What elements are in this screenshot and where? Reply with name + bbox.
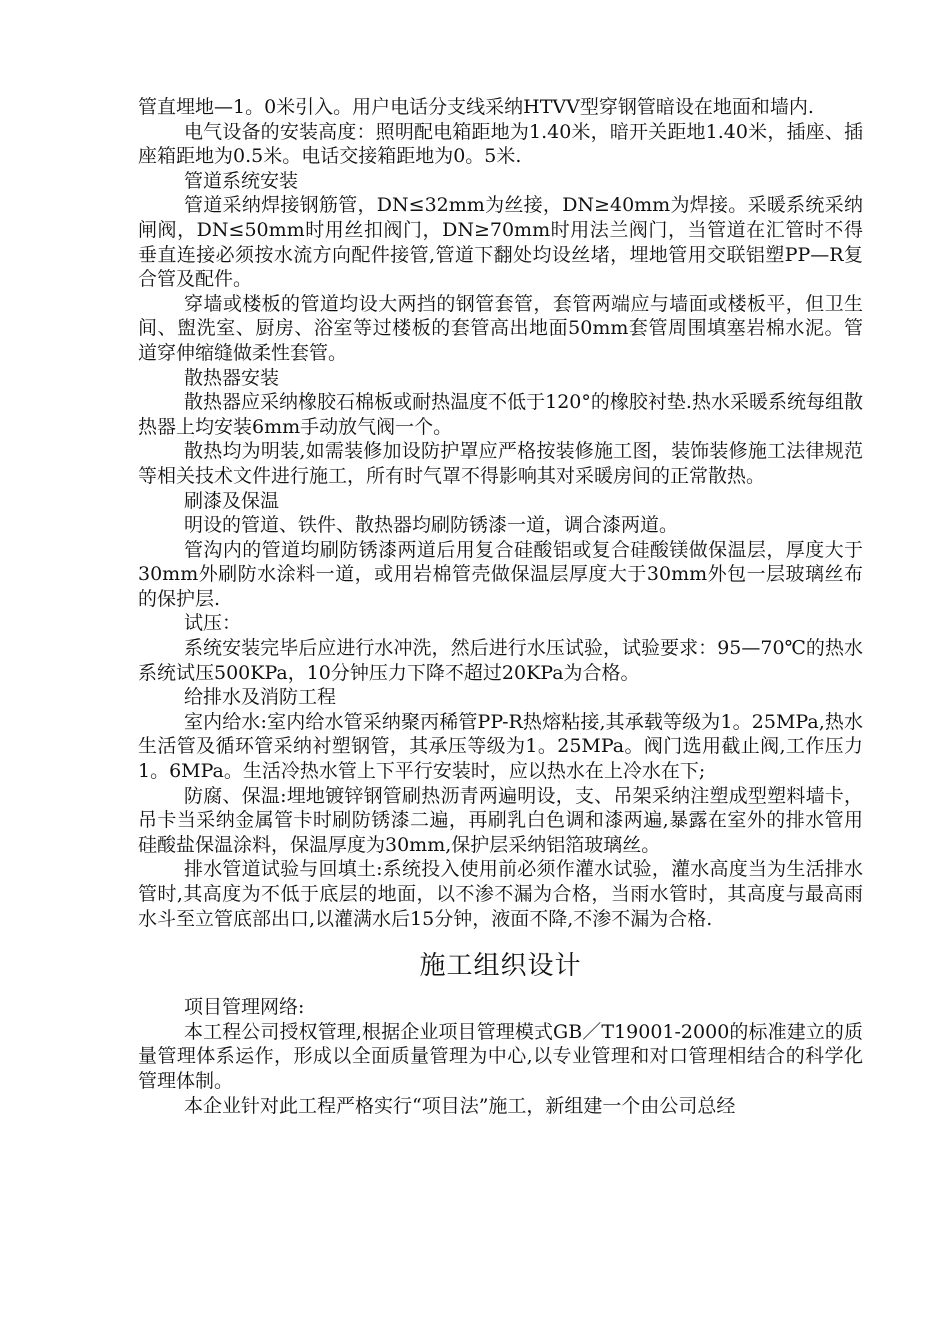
paragraph-trench-insulation: 管沟内的管道均刷防锈漆两道后用复合硅酸铝或复合硅酸镁做保温层，厚度大于30mm外刷防水涂料一道，或用岩棉管壳做保温层厚度大于30mm外包一层玻璃丝布的保护层. (138, 538, 863, 610)
paragraph-anticorrosion: 防腐、保温:埋地镀锌钢管刷热沥青两遍明设，支、吊架采纳注塑成型塑料墙卡，吊卡当采纳金属管卡时刷防锈漆二遍，再刷乳白色调和漆两遍,暴露在室外的排水管用硅酸盐保温涂料，保温厚度为30mm,保护层采纳铝箔玻璃丝。 (138, 784, 863, 856)
subheading-paint-insulation: 刷漆及保温 (184, 489, 280, 512)
paragraph-pressure-test: 系统安装完毕后应进行水冲洗，然后进行水压试验，试验要求：95—70℃的热水系统试压500KPa，10分钟压力下降不超过20KPa为合格。 (138, 637, 863, 684)
paragraph-radiator-cover: 散热均为明装,如需装修加设防护罩应严格按装修施工图，装饰装修施工法律规范等相关技术文件进行施工，所有时气罩不得影响其对采暖房间的正常散热。 (138, 440, 863, 487)
subheading-pressure-test: 试压： (184, 612, 242, 635)
section-title: 施工组织设计 (419, 951, 582, 982)
subheading-plumbing: 给排水及消防工程 (184, 686, 337, 709)
paragraph-project-method: 本企业针对此工程严格实行“项目法”施工，新组建一个由公司总经 (184, 1094, 736, 1117)
paragraph-cable-entry: 管直埋地—1。0米引入。用户电话分支线采纳HTVV型穿钢管暗设在地面和墙内. (138, 96, 814, 118)
paragraph-painting: 明设的管道、铁件、散热器均刷防锈漆一道，调合漆两道。 (184, 514, 679, 537)
paragraph-sleeves: 穿墙或楼板的管道均设大两挡的钢管套管，套管两端应与墙面或楼板平，但卫生间、盥洗室、厨房、浴室等过楼板的套管高出地面50mm套管周围填塞岩棉水泥。管道穿伸缩缝做柔性套管。 (138, 292, 863, 364)
paragraph-radiator-gasket: 散热器应采纳橡胶石棉板或耐热温度不低于120°的橡胶衬垫.热水采暖系统每组散热器上均安装6mm手动放气阀一个。 (138, 391, 863, 438)
paragraph-drain-test: 排水管道试验与回填土:系统投入使用前必须作灌水试验，灌水高度当为生活排水管时,其高度为不低于底层的地面，以不渗不漏为合格，当雨水管时，其高度与最高雨水斗至立管底部出口,以灌满水后15分钟，液面不降,不渗不漏为合格. (138, 858, 863, 930)
paragraph-install-height: 电气设备的安装高度：照明配电箱距地为1.40米，暗开关距地1.40米，插座、插座箱距地为0.5米。电话交接箱距地为0。5米. (138, 120, 863, 168)
subheading-pipe-system: 管道系统安装 (184, 169, 299, 192)
paragraph-indoor-water: 室内给水:室内给水管采纳聚丙稀管PP-R热熔粘接,其承载等级为1。25MPa,热水生活管及循环管采纳衬塑钢管，其承压等级为1。25MPa。阀门选用截止阀,工作压力1。6MPa。生活冷热水管上下平行安装时，应以热水在上冷水在下; (138, 710, 863, 783)
subheading-project-network: 项目管理网络: (184, 996, 305, 1019)
subheading-radiator: 散热器安装 (184, 366, 280, 389)
paragraph-pipe-joints: 管道采纳焊接钢筋管，DN≤32mm为丝接，DN≥40mm为焊接。采暖系统采纳闸阀，DN≤50mm时用丝扣阀门，DN≥70mm时用法兰阀门，当管道在汇管时不得垂直连接必须按水流方向配件接管,管道下翻处均设丝堵，埋地管用交联铝塑PP—R复合管及配件。 (138, 194, 863, 291)
document-page (138, 95, 863, 1118)
paragraph-management-system: 本工程公司授权管理,根据企业项目管理模式GB／T19001-2000的标准建立的质量管理体系运作，形成以全面质量管理为中心,以专业管理和对口管理相结合的科学化管理体制。 (138, 1020, 863, 1092)
